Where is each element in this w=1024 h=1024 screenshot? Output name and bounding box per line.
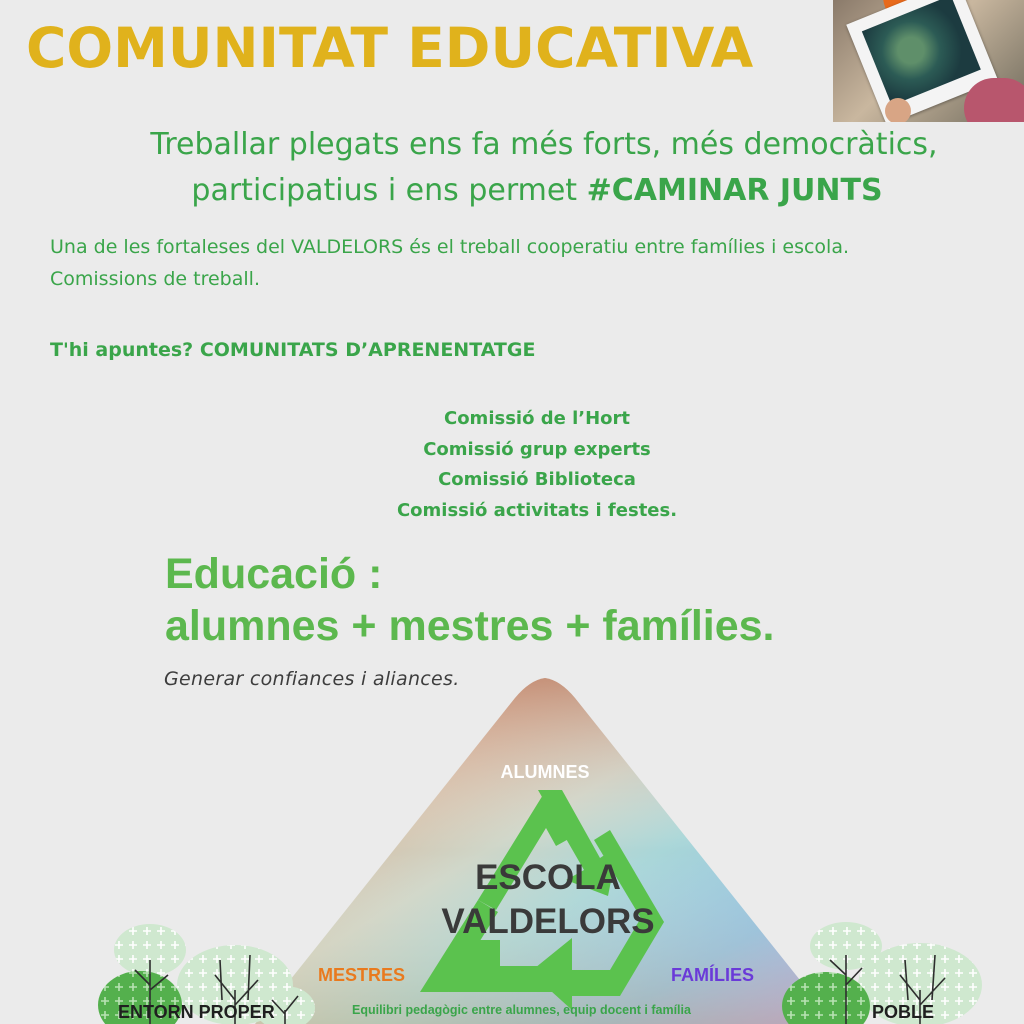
comissio-item: Comissió activitats i festes.	[396, 499, 678, 521]
intro-line-2: Comissions de treball.	[50, 268, 260, 290]
comissio-item: Comissió de l’Hort	[443, 408, 630, 429]
comissio-item: Comissió Biblioteca	[438, 469, 636, 490]
alumnes-label: ALUMNES	[500, 762, 590, 782]
subtitle-line-2-prefix: participatius i ens permet	[191, 173, 587, 208]
escola-valdelors-label	[398, 856, 698, 944]
mestres-label: MESTRES	[318, 965, 406, 985]
equilibri-caption: Equilibri pedagògic entre alumnes, equip docent i família	[352, 1003, 691, 1017]
page-title: COMUNITAT EDUCATIVA	[26, 16, 754, 80]
educacio-line-1: Educació :	[165, 550, 383, 598]
entorn-proper-label: ENTORN PROPER	[118, 1002, 275, 1022]
educacio-line-2: alumnes + mestres + famílies.	[165, 602, 775, 650]
families-label: FAMÍLIES	[671, 965, 755, 985]
escola-line: ESCOLA	[475, 858, 621, 897]
generar-confiances-text: Generar confiances i aliances.	[164, 668, 460, 690]
valdelors-line: VALDELORS	[441, 902, 655, 941]
apuntes-heading: T'hi apuntes? COMUNITATS D’APRENENTATGE	[50, 339, 536, 361]
subtitle-line-1: Treballar plegats ens fa més forts, més democràtics,	[150, 127, 938, 162]
comissio-item: Comissió grup experts	[423, 438, 651, 460]
intro-line-1: Una de les fortaleses del VALDELORS és el treball cooperatiu entre famílies i escola.	[50, 236, 850, 258]
poble-label: POBLE	[872, 1002, 935, 1022]
caminar-junts-hashtag: #CAMINAR JUNTS	[586, 173, 883, 208]
